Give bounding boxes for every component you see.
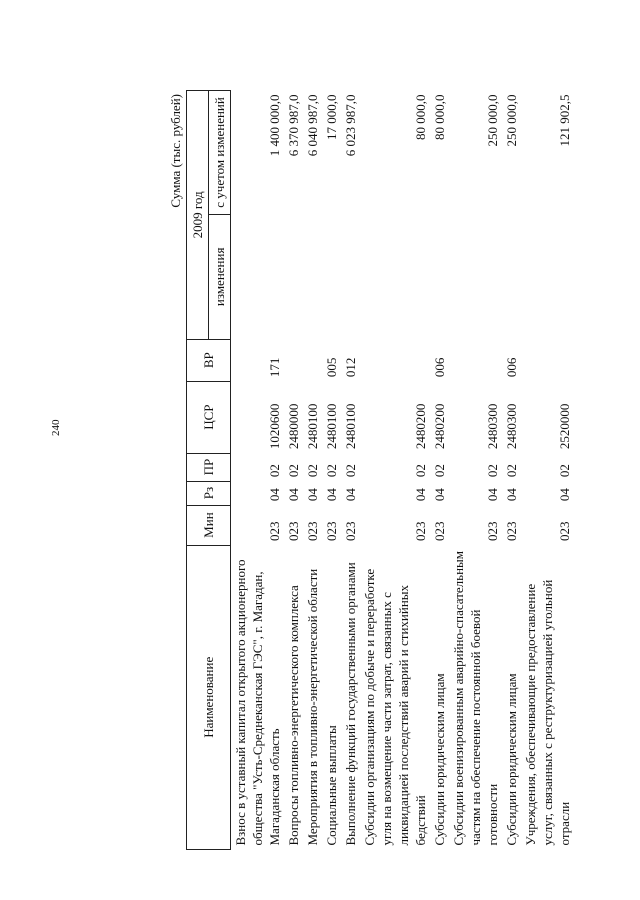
row-csr: 1020600 (267, 403, 282, 450)
row-vr (521, 339, 574, 381)
header-rz: Рз (187, 481, 231, 505)
row-rz: 04 (557, 488, 572, 502)
row-total: 6 023 987,0 (343, 94, 358, 157)
row-total: 6 370 987,0 (286, 94, 301, 157)
row-changes (449, 214, 502, 339)
row-rz: 04 (305, 488, 320, 502)
row-min: 023 (305, 521, 320, 542)
row-total: 80 000,0 (413, 94, 428, 140)
row-rz: 04 (324, 488, 339, 502)
row-pr: 02 (413, 464, 428, 478)
row-vr: 006 (504, 357, 519, 378)
row-min: 023 (413, 521, 428, 542)
row-changes (360, 214, 430, 339)
table-row (284, 91, 303, 850)
header-min: Мин (187, 505, 231, 545)
row-changes (322, 214, 341, 339)
row-name: Субсидии юридическим лицам (432, 673, 447, 846)
table-row (430, 91, 449, 850)
row-vr: 005 (324, 357, 339, 378)
row-csr: 2480100 (324, 403, 339, 450)
header-name: Наименование (187, 545, 231, 849)
table-row (341, 91, 360, 850)
units-caption: Сумма (тыс. рублей) (168, 94, 183, 208)
budget-table (186, 90, 574, 850)
row-rz: 04 (432, 488, 447, 502)
row-changes (303, 214, 322, 339)
row-vr (303, 339, 322, 381)
row-total: 80 000,0 (432, 94, 447, 140)
row-vr (360, 339, 430, 381)
row-total: 6 040 987,0 (305, 94, 320, 157)
row-name: Субсидии военизированным аварийно-спасательным частям на обеспечение постоянной боевой готовности (451, 551, 500, 846)
row-vr: 171 (267, 357, 282, 378)
header-vr: ВР (187, 339, 231, 381)
table-row (521, 91, 574, 850)
row-vr (449, 339, 502, 381)
row-changes (284, 214, 303, 339)
table-header (187, 91, 231, 850)
row-rz: 04 (286, 488, 301, 502)
header-pr: ПР (187, 453, 231, 481)
table-row (231, 91, 285, 850)
row-rz: 04 (343, 488, 358, 502)
row-name: Мероприятия в топливно-энергетической области (305, 568, 320, 846)
row-pr: 02 (432, 464, 447, 478)
row-total: 17 000,0 (324, 94, 339, 140)
row-total: 1 400 000,0 (267, 94, 282, 157)
row-name: Учреждения, обеспечивающие предоставление услуг, связанных с реструктуризацией угольной отрасли (523, 579, 572, 846)
table-row (449, 91, 502, 850)
row-name: Вопросы топливно-энергетического комплекса (286, 585, 301, 846)
row-name: Выполнение функций государственными органами (343, 562, 358, 846)
row-name: Социальные выплаты (324, 725, 339, 846)
row-min: 023 (286, 521, 301, 542)
table-row (303, 91, 322, 850)
row-csr: 2480100 (343, 403, 358, 450)
row-csr: 2480300 (504, 403, 519, 450)
row-csr: 2480100 (305, 403, 320, 450)
row-min: 023 (504, 521, 519, 542)
row-rz: 04 (413, 488, 428, 502)
row-csr: 2480200 (432, 403, 447, 450)
row-pr: 02 (267, 464, 282, 478)
row-name: Взнос в уставный капитал открытого акционерного общества "Усть-Среднеканская ГЭС", г. Магадан, Магаданская область (233, 559, 282, 846)
row-rz: 04 (485, 488, 500, 502)
row-csr: 2520000 (557, 403, 572, 450)
table-row (360, 91, 430, 850)
row-min: 023 (343, 521, 358, 542)
row-pr: 02 (343, 464, 358, 478)
row-min: 023 (267, 521, 282, 542)
row-changes (341, 214, 360, 339)
row-pr: 02 (557, 464, 572, 478)
row-min: 023 (557, 521, 572, 542)
row-pr: 02 (286, 464, 301, 478)
budget-table-page (168, 90, 640, 850)
row-min: 023 (324, 521, 339, 542)
row-name: Субсидии юридическим лицам (504, 673, 519, 846)
row-total: 250 000,0 (485, 94, 500, 147)
header-changes: изменения (209, 214, 231, 339)
row-vr: 006 (432, 357, 447, 378)
header-with-changes: с учетом изменений (209, 91, 231, 215)
row-pr: 02 (485, 464, 500, 478)
row-vr (284, 339, 303, 381)
row-csr: 2480200 (413, 403, 428, 450)
row-changes (231, 214, 285, 339)
row-changes (521, 214, 574, 339)
row-csr: 2480000 (286, 403, 301, 450)
header-csr: ЦСР (187, 381, 231, 453)
row-changes (502, 214, 521, 339)
row-total: 121 902,5 (557, 94, 572, 147)
row-pr: 02 (305, 464, 320, 478)
table-row (502, 91, 521, 850)
page-number: 240 (50, 419, 62, 436)
row-min: 023 (432, 521, 447, 542)
row-rz: 04 (267, 488, 282, 502)
row-pr: 02 (324, 464, 339, 478)
row-rz: 04 (504, 488, 519, 502)
row-pr: 02 (504, 464, 519, 478)
row-vr: 012 (343, 357, 358, 378)
row-changes (430, 214, 449, 339)
table-row (322, 91, 341, 850)
row-name: Субсидии организациям по добыче и переработке угля на возмещение части затрат, связанных с ликвидацией последствий аварий и стихийных бедствий (362, 568, 428, 846)
row-min: 023 (485, 521, 500, 542)
row-csr: 2480300 (485, 403, 500, 450)
row-total: 250 000,0 (504, 94, 519, 147)
header-year: 2009 год (187, 91, 209, 340)
